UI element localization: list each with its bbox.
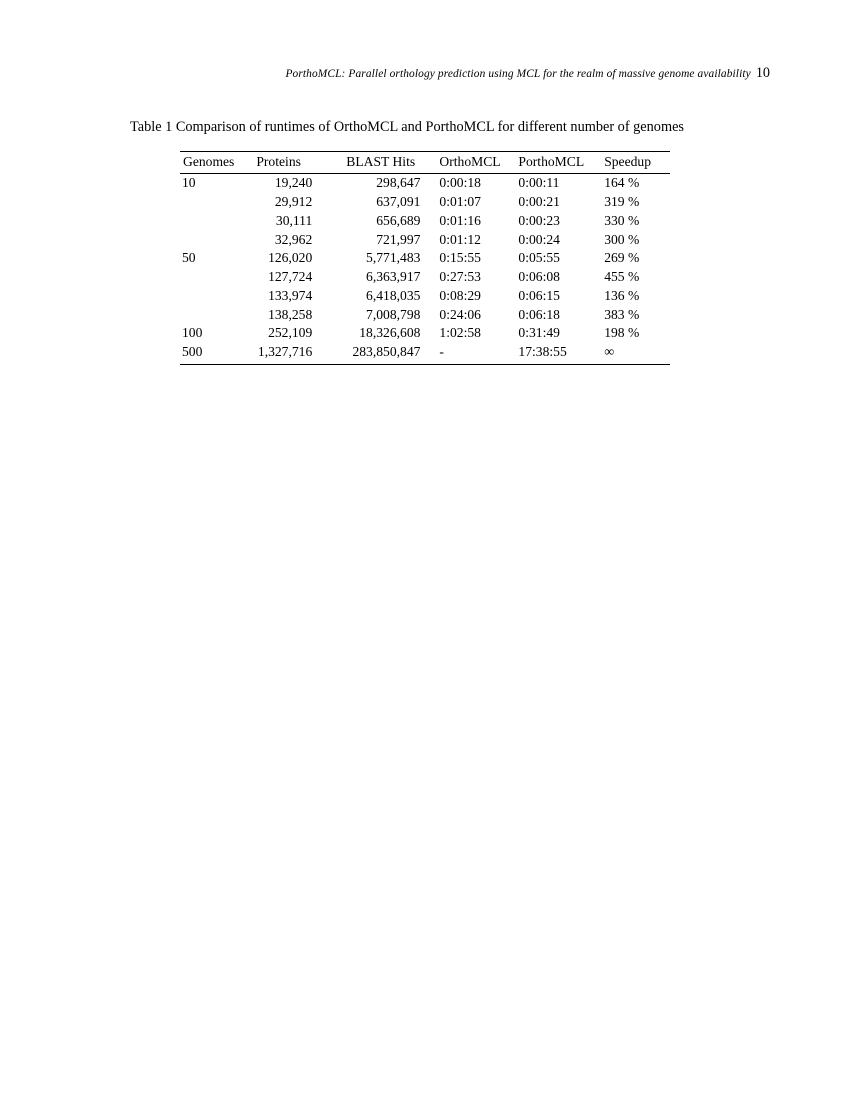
cell-proteins: 19,240 [274,175,313,191]
running-head-title: PorthoMCL: Parallel orthology prediction using MCL for the realm of massive genome availability [285,68,751,80]
cell-porthomcl: 0:31:49 [518,325,560,341]
cell-genomes: 50 [182,250,196,266]
cell-orthomcl: 0:27:53 [439,269,481,285]
cell-blast-hits: 656,689 [376,212,421,228]
cell-speedup: 455 % [604,269,640,285]
cell-speedup: 198 % [604,325,640,341]
cell-porthomcl: 0:06:15 [518,287,560,303]
column-header-blast-hits: BLAST Hits [334,152,436,174]
table-caption-label: Table 1 [130,119,173,135]
cell-blast-hits: 637,091 [376,193,421,209]
cell-porthomcl: 0:00:11 [518,175,560,191]
cell-porthomcl: 17:38:55 [515,343,601,365]
cell-porthomcl: 0:00:24 [518,231,560,247]
table-row [180,192,670,211]
cell-speedup: 164 % [604,175,640,191]
cell-genomes: 10 [182,175,196,191]
cell-blast-hits: 6,418,035 [366,287,421,303]
cell-speedup: 319 % [604,193,640,209]
cell-proteins: 32,962 [274,231,313,247]
table-row [180,249,670,268]
cell-orthomcl: 0:15:55 [439,250,481,266]
table-row [180,324,670,343]
column-header-speedup: Speedup [601,152,670,174]
table-row [180,305,670,324]
cell-genomes: 500 [180,343,250,365]
cell-porthomcl: 0:00:21 [518,193,560,209]
cell-proteins: 29,912 [274,193,313,209]
cell-speedup: 300 % [604,231,640,247]
cell-proteins: 252,109 [268,325,313,341]
cell-speedup: 330 % [604,212,640,228]
cell-orthomcl: 1:02:58 [439,325,481,341]
table-caption [130,119,730,137]
cell-blast-hits: 7,008,798 [366,306,421,322]
cell-proteins: 127,724 [268,269,313,285]
table-row [180,173,670,192]
cell-orthomcl: 0:08:29 [439,287,481,303]
cell-proteins: 1,327,716 [250,343,334,365]
cell-proteins: 30,111 [275,212,313,228]
cell-proteins: 138,258 [268,306,313,322]
cell-blast-hits: 5,771,483 [366,250,421,266]
cell-genomes [180,268,250,287]
cell-proteins: 126,020 [268,250,313,266]
cell-speedup: 269 % [604,250,640,266]
cell-genomes [180,230,250,249]
cell-porthomcl: 0:06:18 [518,306,560,322]
page-number: 10 [755,65,770,81]
cell-orthomcl: 0:01:12 [439,231,481,247]
cell-genomes [180,192,250,211]
cell-porthomcl: 0:05:55 [518,250,560,266]
table-row [180,268,670,287]
cell-orthomcl: 0:01:07 [439,193,481,209]
running-head [80,64,770,82]
column-header-orthomcl: OrthoMCL [436,152,515,174]
cell-orthomcl: 0:24:06 [439,306,481,322]
cell-blast-hits: 18,326,608 [359,325,421,341]
table-caption-text: Comparison of runtimes of OrthoMCL and PorthoMCL for different number of genomes [175,119,684,135]
cell-blast-hits: 298,647 [376,175,421,191]
cell-orthomcl: 0:00:18 [439,175,481,191]
cell-orthomcl: 0:01:16 [439,212,481,228]
column-header-porthomcl: PorthoMCL [515,152,601,174]
cell-genomes [180,305,250,324]
table-row [180,343,670,365]
cell-orthomcl: - [436,343,515,365]
column-header-proteins: Proteins [250,152,334,174]
cell-blast-hits: 6,363,917 [366,269,421,285]
table-row [180,230,670,249]
cell-porthomcl: 0:06:08 [518,269,560,285]
cell-blast-hits: 283,850,847 [334,343,436,365]
cell-speedup: 383 % [604,306,640,322]
column-header-genomes: Genomes [180,152,250,174]
cell-speedup: ∞ [601,343,670,365]
cell-porthomcl: 0:00:23 [518,212,560,228]
cell-proteins: 133,974 [268,287,313,303]
runtime-table-container [180,151,670,365]
cell-speedup: 136 % [604,287,640,303]
table-header-row [180,152,670,174]
cell-blast-hits: 721,997 [376,231,421,247]
table-header [180,152,670,174]
table-row [180,286,670,305]
table-body [180,173,670,364]
runtime-comparison-table [180,151,670,365]
table-row [180,211,670,230]
cell-genomes: 100 [182,325,203,341]
cell-genomes [180,211,250,230]
cell-genomes [180,286,250,305]
